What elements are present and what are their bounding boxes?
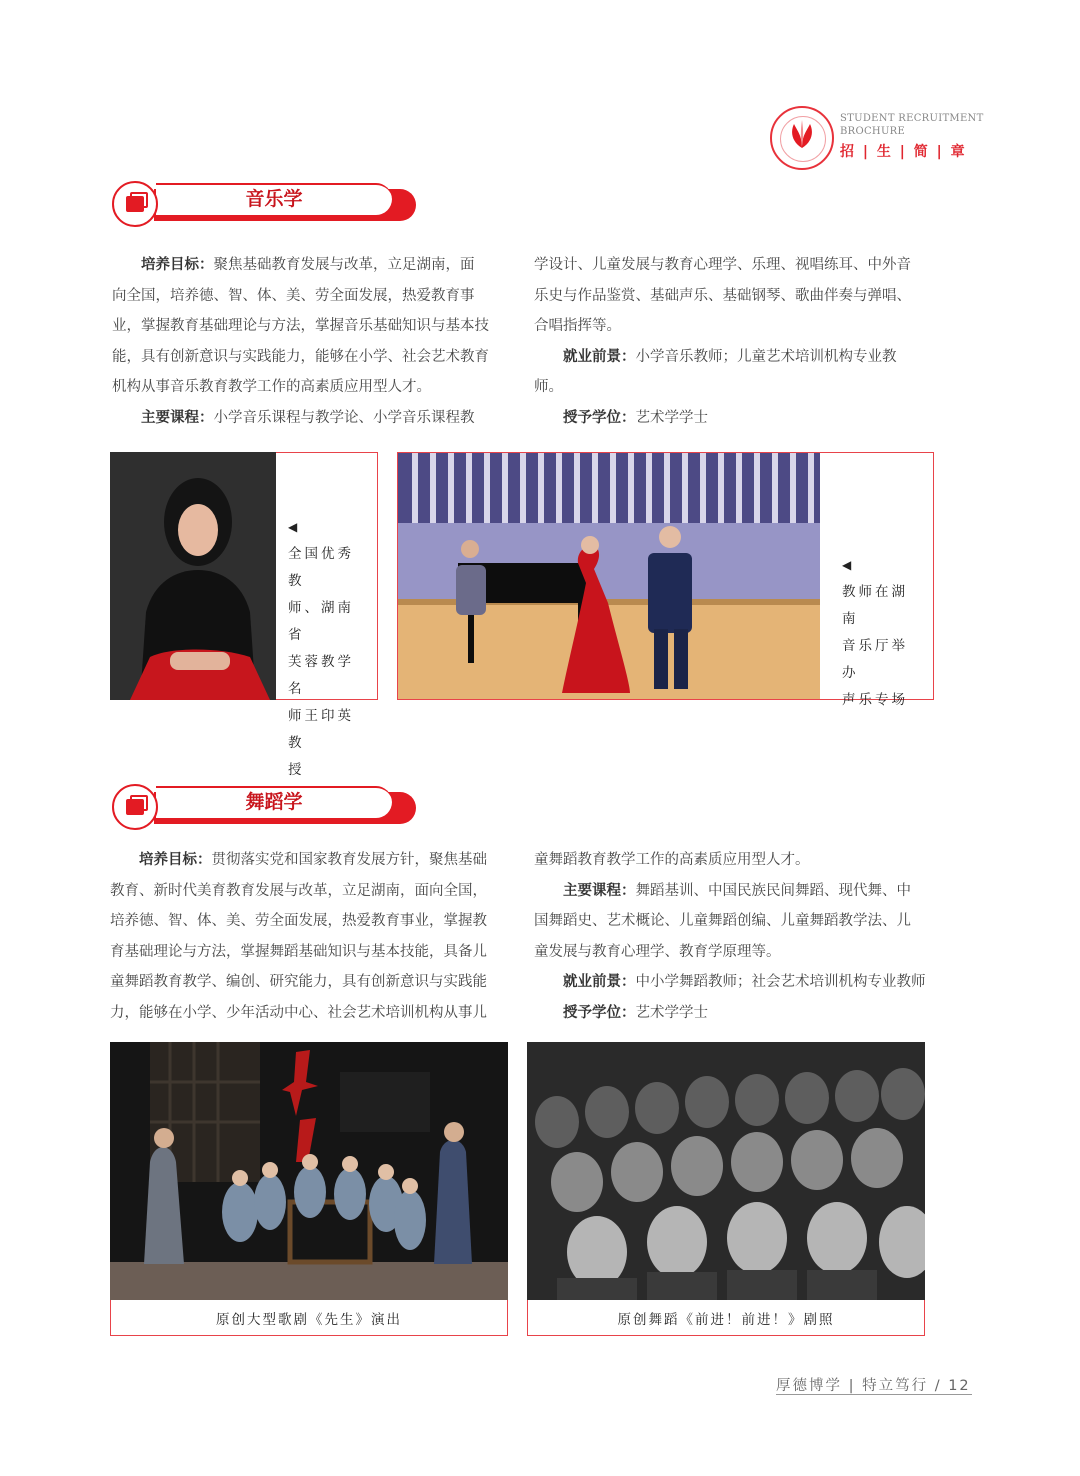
footer-divider	[776, 1394, 972, 1395]
teacher-portrait-photo	[110, 452, 276, 700]
music-section-header	[112, 181, 422, 221]
book-icon	[112, 784, 158, 830]
brand-english: STUDENT RECRUITMENT BROCHURE	[840, 113, 984, 137]
opera-photo	[110, 1042, 508, 1300]
book-icon	[112, 181, 158, 227]
dance-section-title: 舞蹈学	[245, 791, 303, 813]
brand-chinese: 招 | 生 | 简 | 章	[840, 144, 967, 160]
dance-caption1: 原创大型歌剧《先生》演出	[216, 1312, 402, 1328]
music-section-title: 音乐学	[245, 188, 303, 210]
dance-text-right: 童舞蹈教育教学工作的高素质应用型人才。 主要课程：舞蹈基训、中国民族民间舞蹈、现代舞、中 国舞蹈史、艺术概论、儿童舞蹈创编、儿童舞蹈教学法、儿 童发展与教育心理学、教育学原理等。 就业前景：中小学舞蹈教师；社会艺术培训机构专业教师 授予学位：艺术学学士	[534, 852, 926, 1021]
dance-section-header	[112, 784, 422, 824]
triangle-left-icon: ◀	[288, 520, 301, 534]
triangle-left-icon: ◀	[842, 558, 855, 572]
dance-drama-photo	[527, 1042, 925, 1300]
music-caption2: ◀ 教师在湖南 音乐厅举办 声乐专场	[842, 552, 924, 714]
music-caption1: ◀ 全国优秀教 师、湖南省 芙蓉教学名 师王印英教 授	[288, 514, 370, 784]
music-text-left: 培养目标：聚焦基础教育发展与改革，立足湖南，面 向全国，培养德、智、体、美、劳全面发展，热爱教育事 业，掌握教育基础理论与方法，掌握音乐基础知识与基本技 能，具有创新意识与实践能力，能够在小学、社会艺术教育 机构从事音乐教育教学工作的高素质应用型人才。 主要课程：小学音乐课程与教学论、小学音乐课程教	[112, 257, 489, 426]
music-text-right: 学设计、儿童发展与教育心理学、乐理、视唱练耳、中外音 乐史与作品鉴赏、基础声乐、基础钢琴、歌曲伴奏与弹唱、 合唱指挥等。 就业前景：小学音乐教师；儿童艺术培训机构专业教 师。 授予学位：艺术学学士	[534, 257, 911, 426]
school-logo	[770, 106, 834, 170]
dance-caption2: 原创舞蹈《前进！前进！》剧照	[617, 1312, 835, 1328]
concert-photo	[398, 453, 820, 699]
dance-text-left: 培养目标：贯彻落实党和国家教育发展方针，聚焦基础 教育、新时代美育教育发展与改革，立足湖南，面向全国， 培养德、智、体、美、劳全面发展，热爱教育事业，掌握教 育基础理论与方法，掌握舞蹈基础知识与基本技能，具备儿 童舞蹈教育教学、编创、研究能力，具有创新意识与实践能 力，能够在小学、少年活动中心、社会艺术培训机构从事儿	[110, 852, 487, 1021]
footer-motto: 厚德博学 | 特立笃行 / 12	[776, 1378, 971, 1394]
